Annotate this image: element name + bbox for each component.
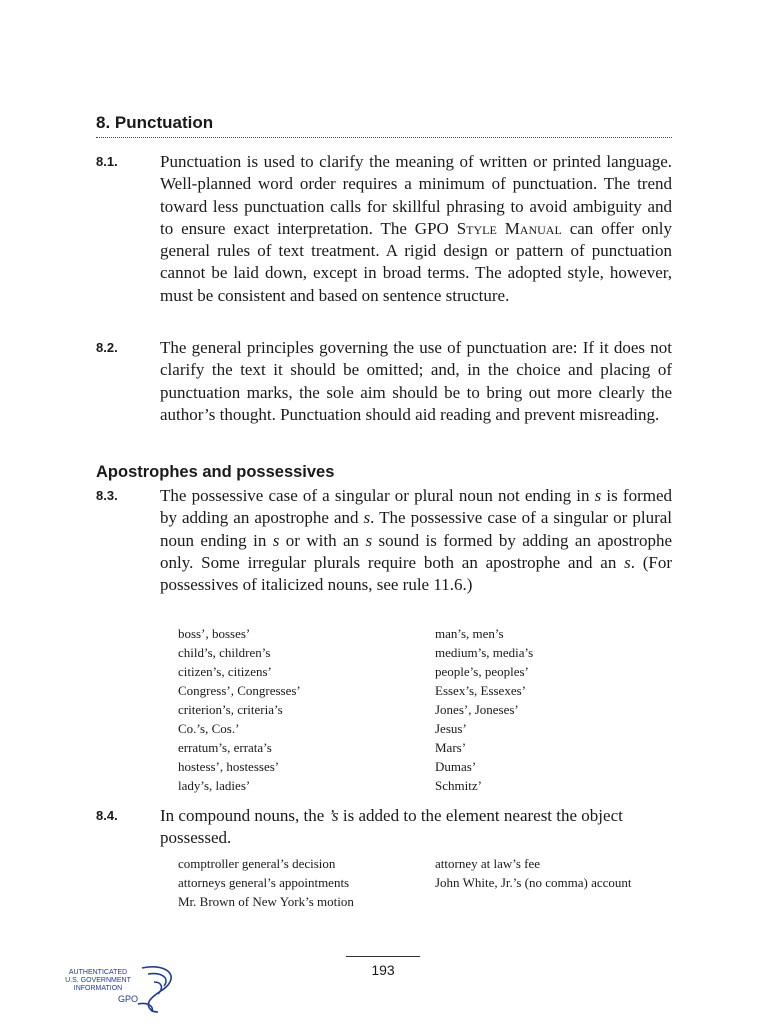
rule-8-2 xyxy=(96,337,672,426)
rule-number: 8.4. xyxy=(96,808,118,823)
rule-text: The general principles governing the use of punctuation are: If it does not clarify the text it should be omitted; and, in the choice and placing of punctuation marks, the sole aim should be to bring out more clearly the author’s thought. Punctuation should aid reading and prevent misreading. xyxy=(160,338,672,424)
example-item: Mr. Brown of New York’s motion xyxy=(178,894,354,909)
example-item: medium’s, media’s xyxy=(435,645,534,660)
rule-number: 8.3. xyxy=(96,488,118,503)
example-item: citizen’s, citizens’ xyxy=(178,664,272,679)
example-item: boss’, bosses’ xyxy=(178,626,251,641)
chapter-title: 8. Punctuation xyxy=(96,113,214,132)
example-item: comptroller general’s decision xyxy=(178,856,336,871)
example-item: Jesus’ xyxy=(435,721,467,736)
seal-text-line: INFORMATION xyxy=(73,985,123,992)
style-manual-name: Style Manual xyxy=(456,218,562,238)
gpo-authentication-seal xyxy=(58,962,188,1016)
example-item: hostess’, hostesses’ xyxy=(178,759,280,774)
example-item: John White, Jr.’s (no comma) account xyxy=(435,875,632,890)
example-item: Co.’s, Cos.’ xyxy=(178,721,240,736)
example-item: Dumas’ xyxy=(435,759,477,774)
rule-text: Punctuation is used to clarify the meaning of written or printed language. Well-planned word order requires a minimum of punctuation. The trend toward less punctuation calls for skillful phrasing to avoid ambiguity and to ensure exact interpretation. The GPO Style Manual can offer only general rules of text treatment. A rigid design or pattern of punctuation cannot be laid down, except in broad terms. The adopted style, however, must be consistent and based on sentence structure. xyxy=(160,152,672,305)
example-item: lady’s, ladies’ xyxy=(178,778,251,793)
example-item: Congress’, Congresses’ xyxy=(178,683,301,698)
example-item: child’s, children’s xyxy=(178,645,271,660)
rule-8-1 xyxy=(96,151,672,307)
seal-text-line: U.S. GOVERNMENT xyxy=(65,977,131,984)
example-item: Essex’s, Essexes’ xyxy=(435,683,526,698)
example-item: Schmitz’ xyxy=(435,778,482,793)
rule-number: 8.1. xyxy=(96,154,118,169)
rule-text: In compound nouns, the ’s is added to the element nearest the object possessed. xyxy=(160,806,623,848)
seal-text-line: AUTHENTICATED xyxy=(68,969,128,976)
section-heading: Apostrophes and possessives xyxy=(96,463,335,481)
eagle-icon xyxy=(138,967,171,1012)
examples-8-3 xyxy=(178,624,678,795)
footer-rule xyxy=(346,956,420,957)
rule-number: 8.2. xyxy=(96,340,118,355)
example-item: man’s, men’s xyxy=(435,626,504,641)
rule-8-4 xyxy=(96,805,672,850)
rule-text: The possessive case of a singular or plural noun not ending in s is formed by adding an apostrophe and s. The possessive case of a singular or plural noun ending in s or with an s sound is formed by adding an apostrophe only. Some irregular plurals require both an apostrophe and an s. (For possessives of italicized nouns, see rule 11.6.) xyxy=(160,486,673,595)
example-item: Jones’, Joneses’ xyxy=(435,702,519,717)
example-item: erratum’s, errata’s xyxy=(178,740,272,755)
example-item xyxy=(435,892,678,911)
example-item: people’s, peoples’ xyxy=(435,664,529,679)
rule-8-3 xyxy=(96,485,672,596)
examples-8-4 xyxy=(178,854,678,911)
example-item: attorneys general’s appointments xyxy=(178,875,350,890)
example-item: criterion’s, criteria’s xyxy=(178,702,283,717)
example-item: attorney at law’s fee xyxy=(435,856,541,871)
example-item: Mars’ xyxy=(435,740,467,755)
title-divider xyxy=(96,137,672,138)
page-number: 193 xyxy=(371,962,395,978)
seal-gpo-text: GPO xyxy=(117,994,139,1004)
